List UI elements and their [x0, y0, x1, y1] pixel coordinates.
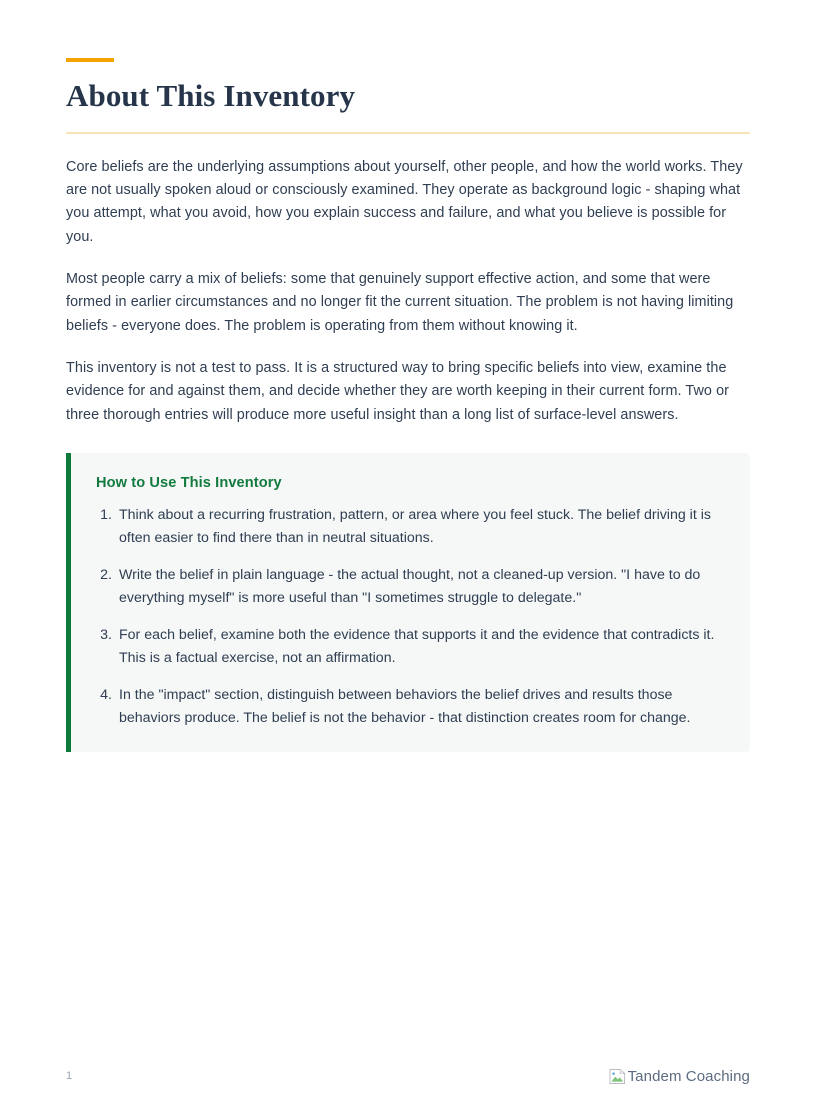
- page-title: About This Inventory: [66, 78, 356, 113]
- list-item: Write the belief in plain language - the actual thought, not a cleaned-up version. "I have to do everything myself" is more useful than "I sometimes struggle to delegate.": [119, 567, 701, 606]
- brand-alt-text: Tandem Coaching: [627, 1067, 750, 1085]
- list-item: Think about a recurring frustration, pattern, or area where you feel stuck. The belief driving it is often easier to find there than in neutral situations.: [119, 507, 711, 546]
- list-item: For each belief, examine both the evidence that supports it and the evidence that contradicts it. This is a factual exercise, not an affirmation.: [119, 627, 715, 666]
- body-copy: [66, 156, 750, 427]
- page-number: 1: [66, 1069, 73, 1082]
- how-to-use-callout: [66, 453, 750, 752]
- page-footer: [66, 1062, 750, 1090]
- body-paragraph: Most people carry a mix of beliefs: some that genuinely support effective action, and some that were formed in earlier circumstances and no longer fit the current situation. The problem is not having limiting beliefs - everyone does. The problem is operating from them without knowing it.: [66, 271, 734, 334]
- title-divider: [66, 132, 750, 134]
- body-paragraph: Core beliefs are the underlying assumptions about yourself, other people, and how the world works. They are not usually spoken aloud or consciously examined. They operate as background logic - shaping what you attempt, what you avoid, how you explain success and failure, and what you believe is possible for you.: [66, 158, 743, 245]
- brand-mark: [609, 1068, 750, 1085]
- callout-step-list: [96, 504, 724, 730]
- document-page: [0, 58, 816, 1114]
- body-paragraph: This inventory is not a test to pass. It is a structured way to bring specific beliefs into view, examine the evidence for and against them, and decide whether they are worth keeping in their current form. Two or three thorough entries will produce more useful insight than a long list of surface-level answers.: [66, 360, 730, 423]
- broken-image-icon: [609, 1068, 626, 1085]
- title-accent-bar: [66, 58, 114, 62]
- callout-title: How to Use This Inventory: [96, 475, 282, 491]
- list-item: In the "impact" section, distinguish between behaviors the belief drives and results those behaviors produce. The belief is not the behavior - that distinction creates room for change.: [119, 687, 691, 726]
